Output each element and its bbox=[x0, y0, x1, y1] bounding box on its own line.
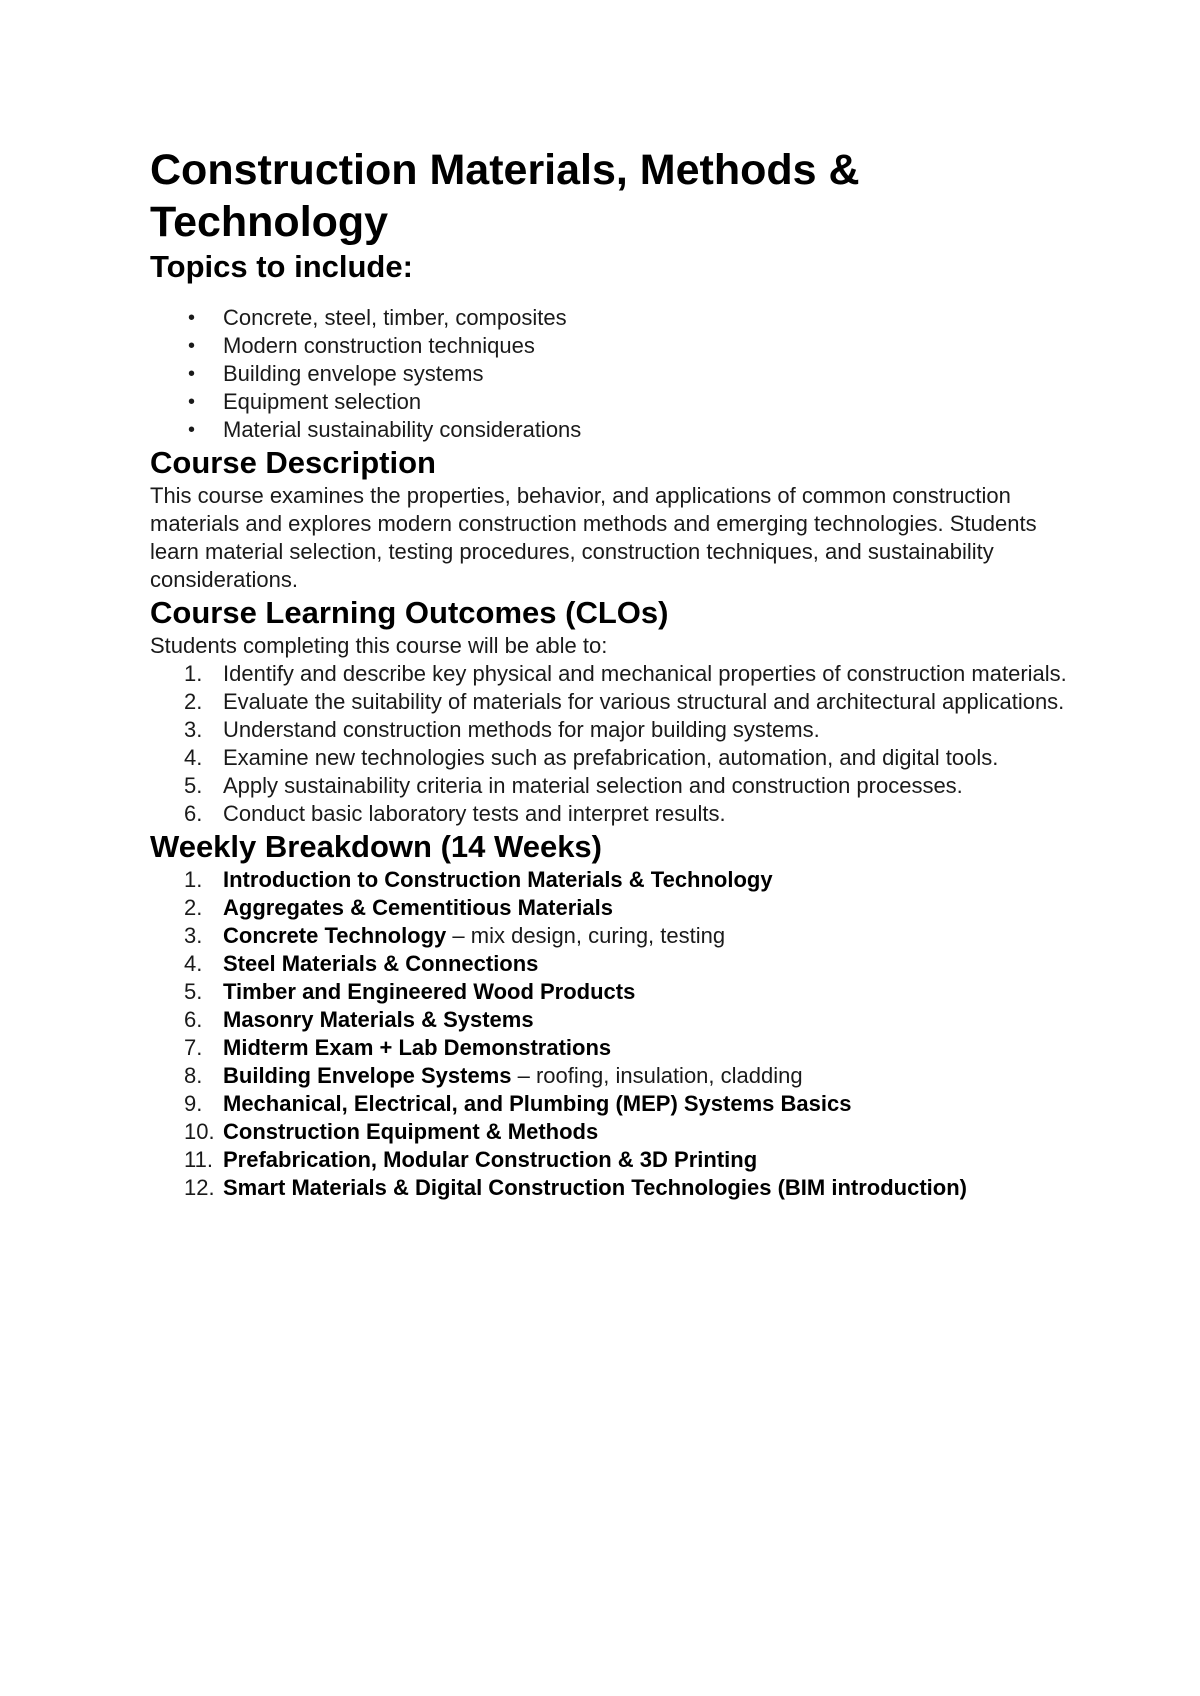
bullet-icon: • bbox=[188, 363, 196, 385]
week-item bbox=[150, 894, 1080, 922]
list-number: 6. bbox=[184, 801, 203, 826]
week-title: Aggregates & Cementitious Materials bbox=[223, 895, 613, 920]
list-number: 2. bbox=[184, 689, 203, 714]
bullet-icon: • bbox=[188, 419, 196, 441]
week-title: Mechanical, Electrical, and Plumbing (MEP) Systems Basics bbox=[223, 1091, 852, 1116]
list-item bbox=[150, 716, 1080, 744]
clos-list bbox=[150, 660, 1080, 828]
list-number: 8. bbox=[184, 1063, 203, 1088]
week-item bbox=[150, 1118, 1080, 1146]
document-page bbox=[150, 144, 1080, 1202]
list-item-text: Evaluate the suitability of materials for various structural and architectural applications. bbox=[223, 689, 1065, 714]
bullet-icon: • bbox=[188, 307, 196, 329]
week-item bbox=[150, 1174, 1080, 1202]
list-item-text: Concrete, steel, timber, composites bbox=[223, 305, 567, 330]
list-number: 7. bbox=[184, 1035, 203, 1060]
list-number: 5. bbox=[184, 979, 203, 1004]
list-number: 3. bbox=[184, 923, 203, 948]
week-title: Masonry Materials & Systems bbox=[223, 1007, 534, 1032]
list-number: 9. bbox=[184, 1091, 203, 1116]
description-heading: Course Description bbox=[150, 445, 436, 480]
list-number: 3. bbox=[184, 717, 203, 742]
week-title: Midterm Exam + Lab Demonstrations bbox=[223, 1035, 612, 1060]
list-item bbox=[150, 304, 1080, 332]
list-number: 6. bbox=[184, 1007, 203, 1032]
list-item-text: Equipment selection bbox=[223, 389, 422, 414]
topics-list bbox=[150, 304, 1080, 444]
list-number: 10. bbox=[184, 1119, 215, 1144]
week-title: Building Envelope Systems bbox=[223, 1063, 512, 1088]
week-item bbox=[150, 1034, 1080, 1062]
list-number: 4. bbox=[184, 951, 203, 976]
list-item bbox=[150, 772, 1080, 800]
topics-heading: Topics to include: bbox=[150, 249, 413, 284]
list-item-text: Conduct basic laboratory tests and interpret results. bbox=[223, 801, 726, 826]
list-item bbox=[150, 360, 1080, 388]
list-item bbox=[150, 688, 1080, 716]
list-number: 4. bbox=[184, 745, 203, 770]
week-detail: – roofing, insulation, cladding bbox=[511, 1063, 803, 1088]
list-item bbox=[150, 800, 1080, 828]
weekly-list bbox=[150, 866, 1080, 1202]
list-item-text: Understand construction methods for major building systems. bbox=[223, 717, 820, 742]
document-title: Construction Materials, Methods & Technology bbox=[150, 146, 860, 246]
week-title: Construction Equipment & Methods bbox=[223, 1119, 599, 1144]
list-number: 1. bbox=[184, 867, 203, 892]
week-item bbox=[150, 1090, 1080, 1118]
week-title: Prefabrication, Modular Construction & 3D Printing bbox=[223, 1147, 758, 1172]
list-number: 2. bbox=[184, 895, 203, 920]
list-item-text: Modern construction techniques bbox=[223, 333, 535, 358]
list-item-text: Examine new technologies such as prefabrication, automation, and digital tools. bbox=[223, 745, 999, 770]
list-number: 1. bbox=[184, 661, 203, 686]
week-detail: – mix design, curing, testing bbox=[446, 923, 726, 948]
week-item bbox=[150, 866, 1080, 894]
list-number: 12. bbox=[184, 1175, 215, 1200]
week-title: Concrete Technology bbox=[223, 923, 447, 948]
clos-heading: Course Learning Outcomes (CLOs) bbox=[150, 595, 669, 630]
week-item bbox=[150, 922, 1080, 950]
list-item-text: Identify and describe key physical and mechanical properties of construction materials. bbox=[223, 661, 1067, 686]
week-item bbox=[150, 1062, 1080, 1090]
list-item bbox=[150, 660, 1080, 688]
week-item bbox=[150, 950, 1080, 978]
week-item bbox=[150, 1146, 1080, 1174]
clos-intro: Students completing this course will be able to: bbox=[150, 633, 608, 658]
list-item-text: Building envelope systems bbox=[223, 361, 484, 386]
week-title: Steel Materials & Connections bbox=[223, 951, 539, 976]
list-item bbox=[150, 388, 1080, 416]
weekly-heading: Weekly Breakdown (14 Weeks) bbox=[150, 829, 602, 864]
week-item bbox=[150, 978, 1080, 1006]
list-number: 11. bbox=[184, 1147, 213, 1172]
week-title: Timber and Engineered Wood Products bbox=[223, 979, 636, 1004]
list-item bbox=[150, 416, 1080, 444]
week-title: Smart Materials & Digital Construction Technologies (BIM introduction) bbox=[223, 1175, 967, 1200]
week-item bbox=[150, 1006, 1080, 1034]
week-title: Introduction to Construction Materials & Technology bbox=[223, 867, 773, 892]
list-number: 5. bbox=[184, 773, 203, 798]
list-item-text: Material sustainability considerations bbox=[223, 417, 582, 442]
list-item bbox=[150, 744, 1080, 772]
list-item bbox=[150, 332, 1080, 360]
bullet-icon: • bbox=[188, 391, 196, 413]
bullet-icon: • bbox=[188, 335, 196, 357]
description-text: This course examines the properties, behavior, and applications of common construction materials and explores modern construction methods and emerging technologies. Students learn material selection, testing procedures, construction techniques, and sustainability considerations. bbox=[150, 483, 1037, 592]
list-item-text: Apply sustainability criteria in material selection and construction processes. bbox=[223, 773, 963, 798]
